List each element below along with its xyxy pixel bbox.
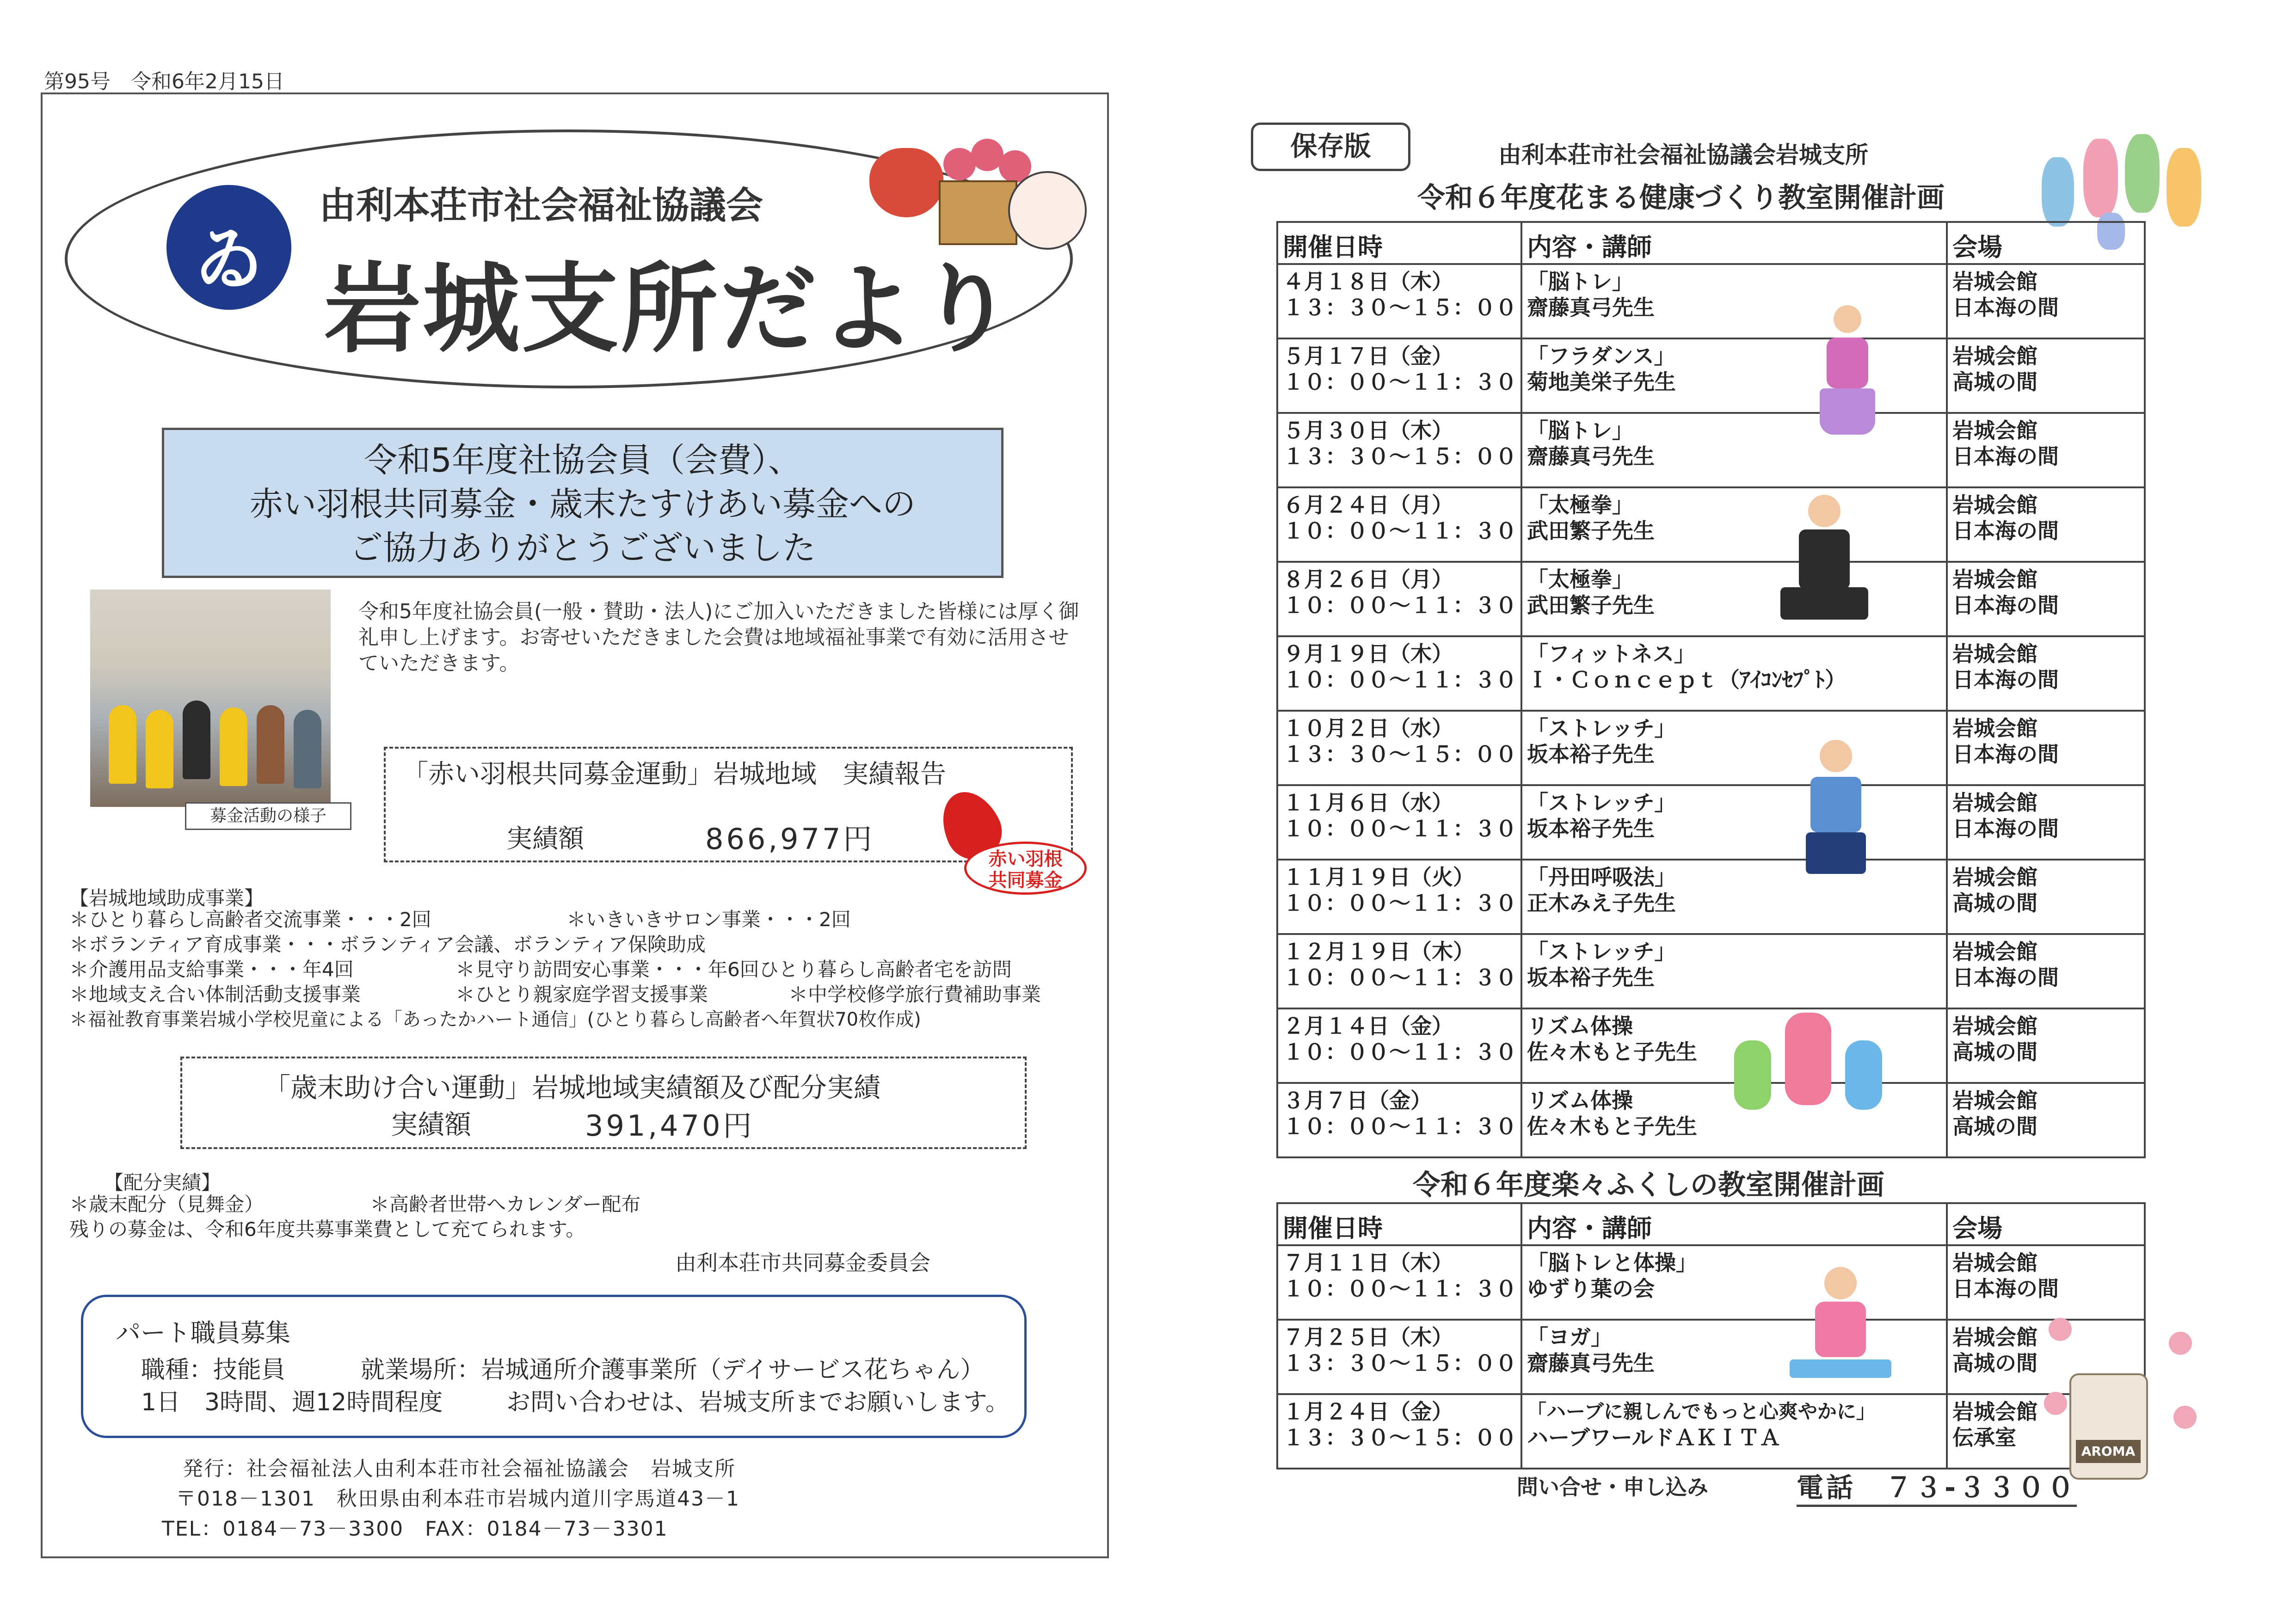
- row-venue: 岩城会館: [1952, 418, 2037, 443]
- aroma-label: AROMA: [2076, 1440, 2141, 1463]
- row-date: ６月２４日（月）: [1283, 492, 1453, 517]
- year-end-amount: 391,470円: [585, 1109, 755, 1143]
- row-time: １３：３０～１５：００: [1283, 742, 1517, 767]
- row-date: ５月１７日（金）: [1283, 344, 1453, 369]
- row-room: 高城の間: [1952, 1351, 2037, 1376]
- recruit-contact: お問い合わせは、岩城支所までお願いします。: [506, 1389, 1010, 1416]
- row-instructor: 佐々木もと子先生: [1527, 1039, 1697, 1064]
- row-content: 「ストレッチ」: [1527, 716, 1676, 741]
- branch-name: 由利本荘市社会福祉協議会岩城支所: [1498, 141, 1868, 168]
- row-content: 「太極拳」: [1527, 492, 1633, 517]
- row-room: 伝承室: [1952, 1425, 2016, 1450]
- red-feather-amount: 866,977円: [705, 822, 875, 856]
- thanks-line-3: ご協力ありがとうございました: [349, 529, 816, 567]
- row-venue: 岩城会館: [1952, 1088, 2037, 1113]
- row-venue: 岩城会館: [1952, 1325, 2037, 1350]
- row-date: ７月１１日（木）: [1283, 1250, 1453, 1275]
- row-room: 日本海の間: [1952, 742, 2059, 767]
- row-instructor: 武田繁子先生: [1527, 518, 1655, 543]
- row-content: 「フィットネス」: [1527, 641, 1695, 666]
- row-instructor: 齋藤真弓先生: [1527, 444, 1655, 469]
- row-time: １０：００～１１：３０: [1283, 518, 1517, 543]
- plan1-title: 令和６年度花まる健康づくり教室開催計画: [1417, 182, 1945, 214]
- flower-icon: [2169, 1332, 2192, 1355]
- row-time: １３：３０～１５：００: [1283, 295, 1517, 320]
- oni-mask-illustration: [869, 148, 943, 217]
- row-room: 日本海の間: [1952, 593, 2059, 618]
- table-row: [1277, 711, 2145, 785]
- grant-item: ＊いきいきサロン事業・・・2回: [566, 908, 851, 931]
- table-row: [1277, 487, 2145, 562]
- bean-box-illustration: [939, 180, 1017, 245]
- header-date: 開催日時: [1277, 1203, 1521, 1245]
- grant-item: ＊ひとり暮らし高齢者交流事業・・・2回: [69, 908, 431, 931]
- table-row: [1277, 860, 2145, 934]
- table-row: [1277, 1083, 2145, 1157]
- header-content: 内容・講師: [1521, 222, 1947, 264]
- row-content: 「太極拳」: [1527, 567, 1633, 592]
- row-content: リズム体操: [1527, 1014, 1633, 1039]
- rhythm-exercise-illustration: [1725, 1008, 1891, 1119]
- row-instructor: 齋藤真弓先生: [1527, 295, 1655, 320]
- grant-item: ＊ボランティア育成事業・・・ボランティア会議、ボランティア保険助成: [69, 933, 706, 956]
- header-venue: 会場: [1947, 222, 2145, 264]
- row-instructor: 正木みえ子先生: [1527, 891, 1676, 916]
- row-instructor: 坂本裕子先生: [1527, 965, 1655, 990]
- row-venue: 岩城会館: [1952, 865, 2037, 890]
- row-venue: 岩城会館: [1952, 1399, 2037, 1424]
- row-time: １３：３０～１５：００: [1283, 444, 1517, 469]
- issue-line: 第95号 令和6年2月15日: [44, 70, 284, 93]
- row-content: 「脳トレ」: [1527, 418, 1633, 443]
- row-venue: 岩城会館: [1952, 1014, 2037, 1039]
- distribution-item: ＊高齢者世帯へカレンダー配布: [370, 1193, 641, 1216]
- table-row: [1277, 338, 2145, 413]
- row-content: リズム体操: [1527, 1088, 1633, 1113]
- row-venue: 岩城会館: [1952, 939, 2037, 964]
- distribution-note: 残りの募金は、令和6年度共募事業費として充てられます。: [69, 1218, 585, 1241]
- row-date: １０月２日（水）: [1283, 716, 1453, 741]
- row-time: １３：３０～１５：００: [1283, 1351, 1517, 1376]
- row-room: 日本海の間: [1952, 965, 2059, 990]
- flower-icon: [2044, 1392, 2067, 1415]
- thanks-line-1: 令和5年度社協会員（会費）、: [364, 441, 801, 480]
- row-room: 日本海の間: [1952, 816, 2059, 841]
- row-time: １３：３０～１５：００: [1283, 1425, 1517, 1450]
- row-date: ８月２６日（月）: [1283, 567, 1453, 592]
- table-row: [1277, 413, 2145, 487]
- row-date: ２月１４日（金）: [1283, 1014, 1453, 1039]
- row-instructor: 佐々木もと子先生: [1527, 1114, 1697, 1139]
- row-time: １０：００～１１：３０: [1283, 965, 1517, 990]
- row-instructor: 菊地美栄子先生: [1527, 369, 1676, 394]
- distribution-heading: 【配分実績】: [104, 1171, 221, 1194]
- row-instructor: 坂本裕子先生: [1527, 742, 1655, 767]
- table-row: [1277, 1394, 2145, 1469]
- yoga-illustration: [1790, 1267, 1891, 1392]
- row-instructor: 坂本裕子先生: [1527, 816, 1655, 841]
- row-venue: 岩城会館: [1952, 790, 2037, 815]
- row-instructor: 武田繁子先生: [1527, 593, 1655, 618]
- org-name: 由利本荘市社会福祉協議会: [319, 184, 763, 227]
- row-date: １１月６日（水）: [1283, 790, 1453, 815]
- health-class-table: [1276, 221, 2146, 1158]
- table-row: [1277, 1320, 2145, 1394]
- distribution-item: ＊歳末配分（見舞金）: [69, 1193, 264, 1216]
- grant-item: ＊地域支え合い体制活動支援事業: [69, 983, 361, 1006]
- grants-heading: 【岩城地域助成事業】: [69, 887, 264, 910]
- row-instructor: Ｉ・Ｃｏｎｃｅｐｔ（ｱｲｺﾝｾﾌﾟﾄ）: [1527, 667, 1846, 692]
- photo-caption: 募金活動の様子: [185, 802, 351, 830]
- table-row: [1277, 636, 2145, 711]
- stamp-line-2: 共同募金: [988, 870, 1063, 891]
- row-room: 日本海の間: [1952, 1276, 2059, 1301]
- row-content: 「脳トレ」: [1527, 269, 1633, 294]
- council-logo: [166, 185, 291, 310]
- row-date: １１月１９日（火）: [1283, 865, 1474, 890]
- address-line: 〒018－1301 秋田県由利本荘市岩城内道川字馬道43－1: [176, 1487, 740, 1511]
- row-instructor: 齋藤真弓先生: [1527, 1351, 1655, 1376]
- header-content: 内容・講師: [1521, 1203, 1947, 1245]
- row-content: 「ヨガ」: [1527, 1325, 1612, 1350]
- row-time: １０：００～１１：３０: [1283, 593, 1517, 618]
- header-date: 開催日時: [1277, 222, 1521, 264]
- save-edition-label: 保存版: [1251, 123, 1410, 171]
- row-time: １０：００～１１：３０: [1283, 1276, 1517, 1301]
- row-venue: 岩城会館: [1952, 344, 2037, 369]
- row-venue: 岩城会館: [1952, 1250, 2037, 1275]
- table-row: [1277, 264, 2145, 338]
- thanks-banner: [162, 428, 1003, 578]
- newsletter-title: 岩城支所だより: [324, 252, 1017, 366]
- row-room: 日本海の間: [1952, 444, 2059, 469]
- row-time: １０：００～１１：３０: [1283, 667, 1517, 692]
- row-date: １月２４日（金）: [1283, 1399, 1453, 1424]
- table-row: [1277, 562, 2145, 636]
- row-time: １０：００～１１：３０: [1283, 891, 1517, 916]
- row-date: ５月３０日（木）: [1283, 418, 1453, 443]
- intro-text: 令和5年度社協会員(一般・賛助・法人)にご加入いただきました皆様には厚く御礼申し上げます。お寄せいただきました会費は地域福祉事業で有効に活用させていただきます。: [358, 600, 1079, 675]
- row-content: 「フラダンス」: [1527, 344, 1675, 369]
- header-venue: 会場: [1947, 1203, 2145, 1245]
- plan2-title: 令和６年度楽々ふくしの教室開催計画: [1413, 1169, 1884, 1201]
- stretch-illustration: [1790, 740, 1882, 883]
- table-row: [1277, 934, 2145, 1008]
- row-room: 日本海の間: [1952, 295, 2059, 320]
- red-feather-report-title: 「赤い羽根共同募金運動」岩城地域 実績報告: [402, 759, 946, 789]
- publisher-line: 発行：社会福祉法人由利本荘市社会福祉協議会 岩城支所: [183, 1457, 736, 1481]
- row-venue: 岩城会館: [1952, 641, 2037, 666]
- row-room: 日本海の間: [1952, 518, 2059, 543]
- row-content: 「脳トレと体操」: [1527, 1250, 1697, 1275]
- year-end-title: 「歳末助け合い運動」岩城地域実績額及び配分実績: [264, 1072, 881, 1103]
- phone-number: 電話 ７３-３３００: [1797, 1466, 2077, 1507]
- table-row: [1277, 1245, 2145, 1320]
- row-time: １０：００～１１：３０: [1283, 816, 1517, 841]
- row-room: 高城の間: [1952, 369, 2037, 394]
- grant-item: ＊福祉教育事業岩城小学校児童による「あったかハート通信」(ひとり暮らし高齢者へ年賀状70枚作成): [69, 1009, 921, 1030]
- logo-mark: ゐ: [194, 219, 264, 300]
- fundraising-photo: [90, 590, 331, 807]
- flower-icon: [2173, 1406, 2197, 1429]
- grant-item: ＊見守り訪問安心事業・・・年6回ひとり暮らし高齢者宅を訪問: [456, 958, 1012, 981]
- row-content: 「ストレッチ」: [1527, 790, 1676, 815]
- row-time: １０：００～１１：３０: [1283, 1039, 1517, 1064]
- row-date: ９月１９日（木）: [1283, 641, 1453, 666]
- tel-fax-line: TEL：0184－73－3300 FAX：0184－73－3301: [162, 1517, 668, 1541]
- row-room: 高城の間: [1952, 1039, 2037, 1064]
- welfare-class-table: [1276, 1202, 2146, 1469]
- recruit-workplace: 就業場所：岩城通所介護事業所（デイサービス花ちゃん）: [361, 1356, 985, 1384]
- row-instructor: ハーブワールドＡＫＩＴＡ: [1527, 1425, 1781, 1450]
- row-time: １０：００～１１：３０: [1283, 369, 1517, 394]
- year-end-amount-label: 実績額: [391, 1109, 472, 1140]
- row-venue: 岩城会館: [1952, 567, 2037, 592]
- contact-label: 問い合せ・申し込み: [1517, 1475, 1708, 1500]
- row-room: 高城の間: [1952, 891, 2037, 916]
- recruit-job-type: 職種：技能員: [141, 1356, 286, 1384]
- row-room: 高城の間: [1952, 1114, 2037, 1139]
- row-content: 「丹田呼吸法」: [1527, 865, 1676, 890]
- grant-item: ＊介護用品支給事業・・・年4回: [69, 958, 354, 981]
- table-row: [1277, 785, 2145, 860]
- row-venue: 岩城会館: [1952, 269, 2037, 294]
- stamp-line-1: 赤い羽根: [988, 848, 1063, 870]
- table-row: [1277, 1008, 2145, 1083]
- grant-item: ＊中学校修学旅行費補助事業: [788, 983, 1041, 1006]
- grant-item: ＊ひとり親家庭学習支援事業: [456, 983, 708, 1006]
- recruit-title: パート職員募集: [116, 1318, 290, 1347]
- flower-icon: [2049, 1318, 2072, 1341]
- thanks-line-2: 赤い羽根共同募金・歳末たすけあい募金への: [249, 485, 916, 523]
- row-content: 「ハーブに親しんでもっと心爽やかに」: [1527, 1400, 1876, 1423]
- row-date: ３月７日（金）: [1283, 1088, 1432, 1113]
- row-date: １２月１９日（木）: [1283, 939, 1474, 964]
- committee-name: 由利本荘市共同募金委員会: [675, 1250, 930, 1275]
- hula-dancer-illustration: [1808, 305, 1887, 439]
- row-venue: 岩城会館: [1952, 492, 2037, 517]
- okame-mask-illustration: [1008, 171, 1087, 250]
- row-instructor: ゆずり葉の会: [1527, 1276, 1655, 1301]
- row-time: １０：００～１１：３０: [1283, 1114, 1517, 1139]
- red-feather-amount-label: 実績額: [506, 824, 584, 854]
- row-date: ４月１８日（木）: [1283, 269, 1453, 294]
- row-room: 日本海の間: [1952, 667, 2059, 692]
- aroma-diffuser-illustration: [2069, 1373, 2148, 1480]
- red-feather-stamp: [964, 842, 1087, 895]
- tai-chi-illustration: [1771, 495, 1877, 633]
- recruit-hours: 1日 3時間、週12時間程度: [141, 1389, 443, 1416]
- row-venue: 岩城会館: [1952, 716, 2037, 741]
- row-date: ７月２５日（木）: [1283, 1325, 1453, 1350]
- row-content: 「ストレッチ」: [1527, 939, 1676, 964]
